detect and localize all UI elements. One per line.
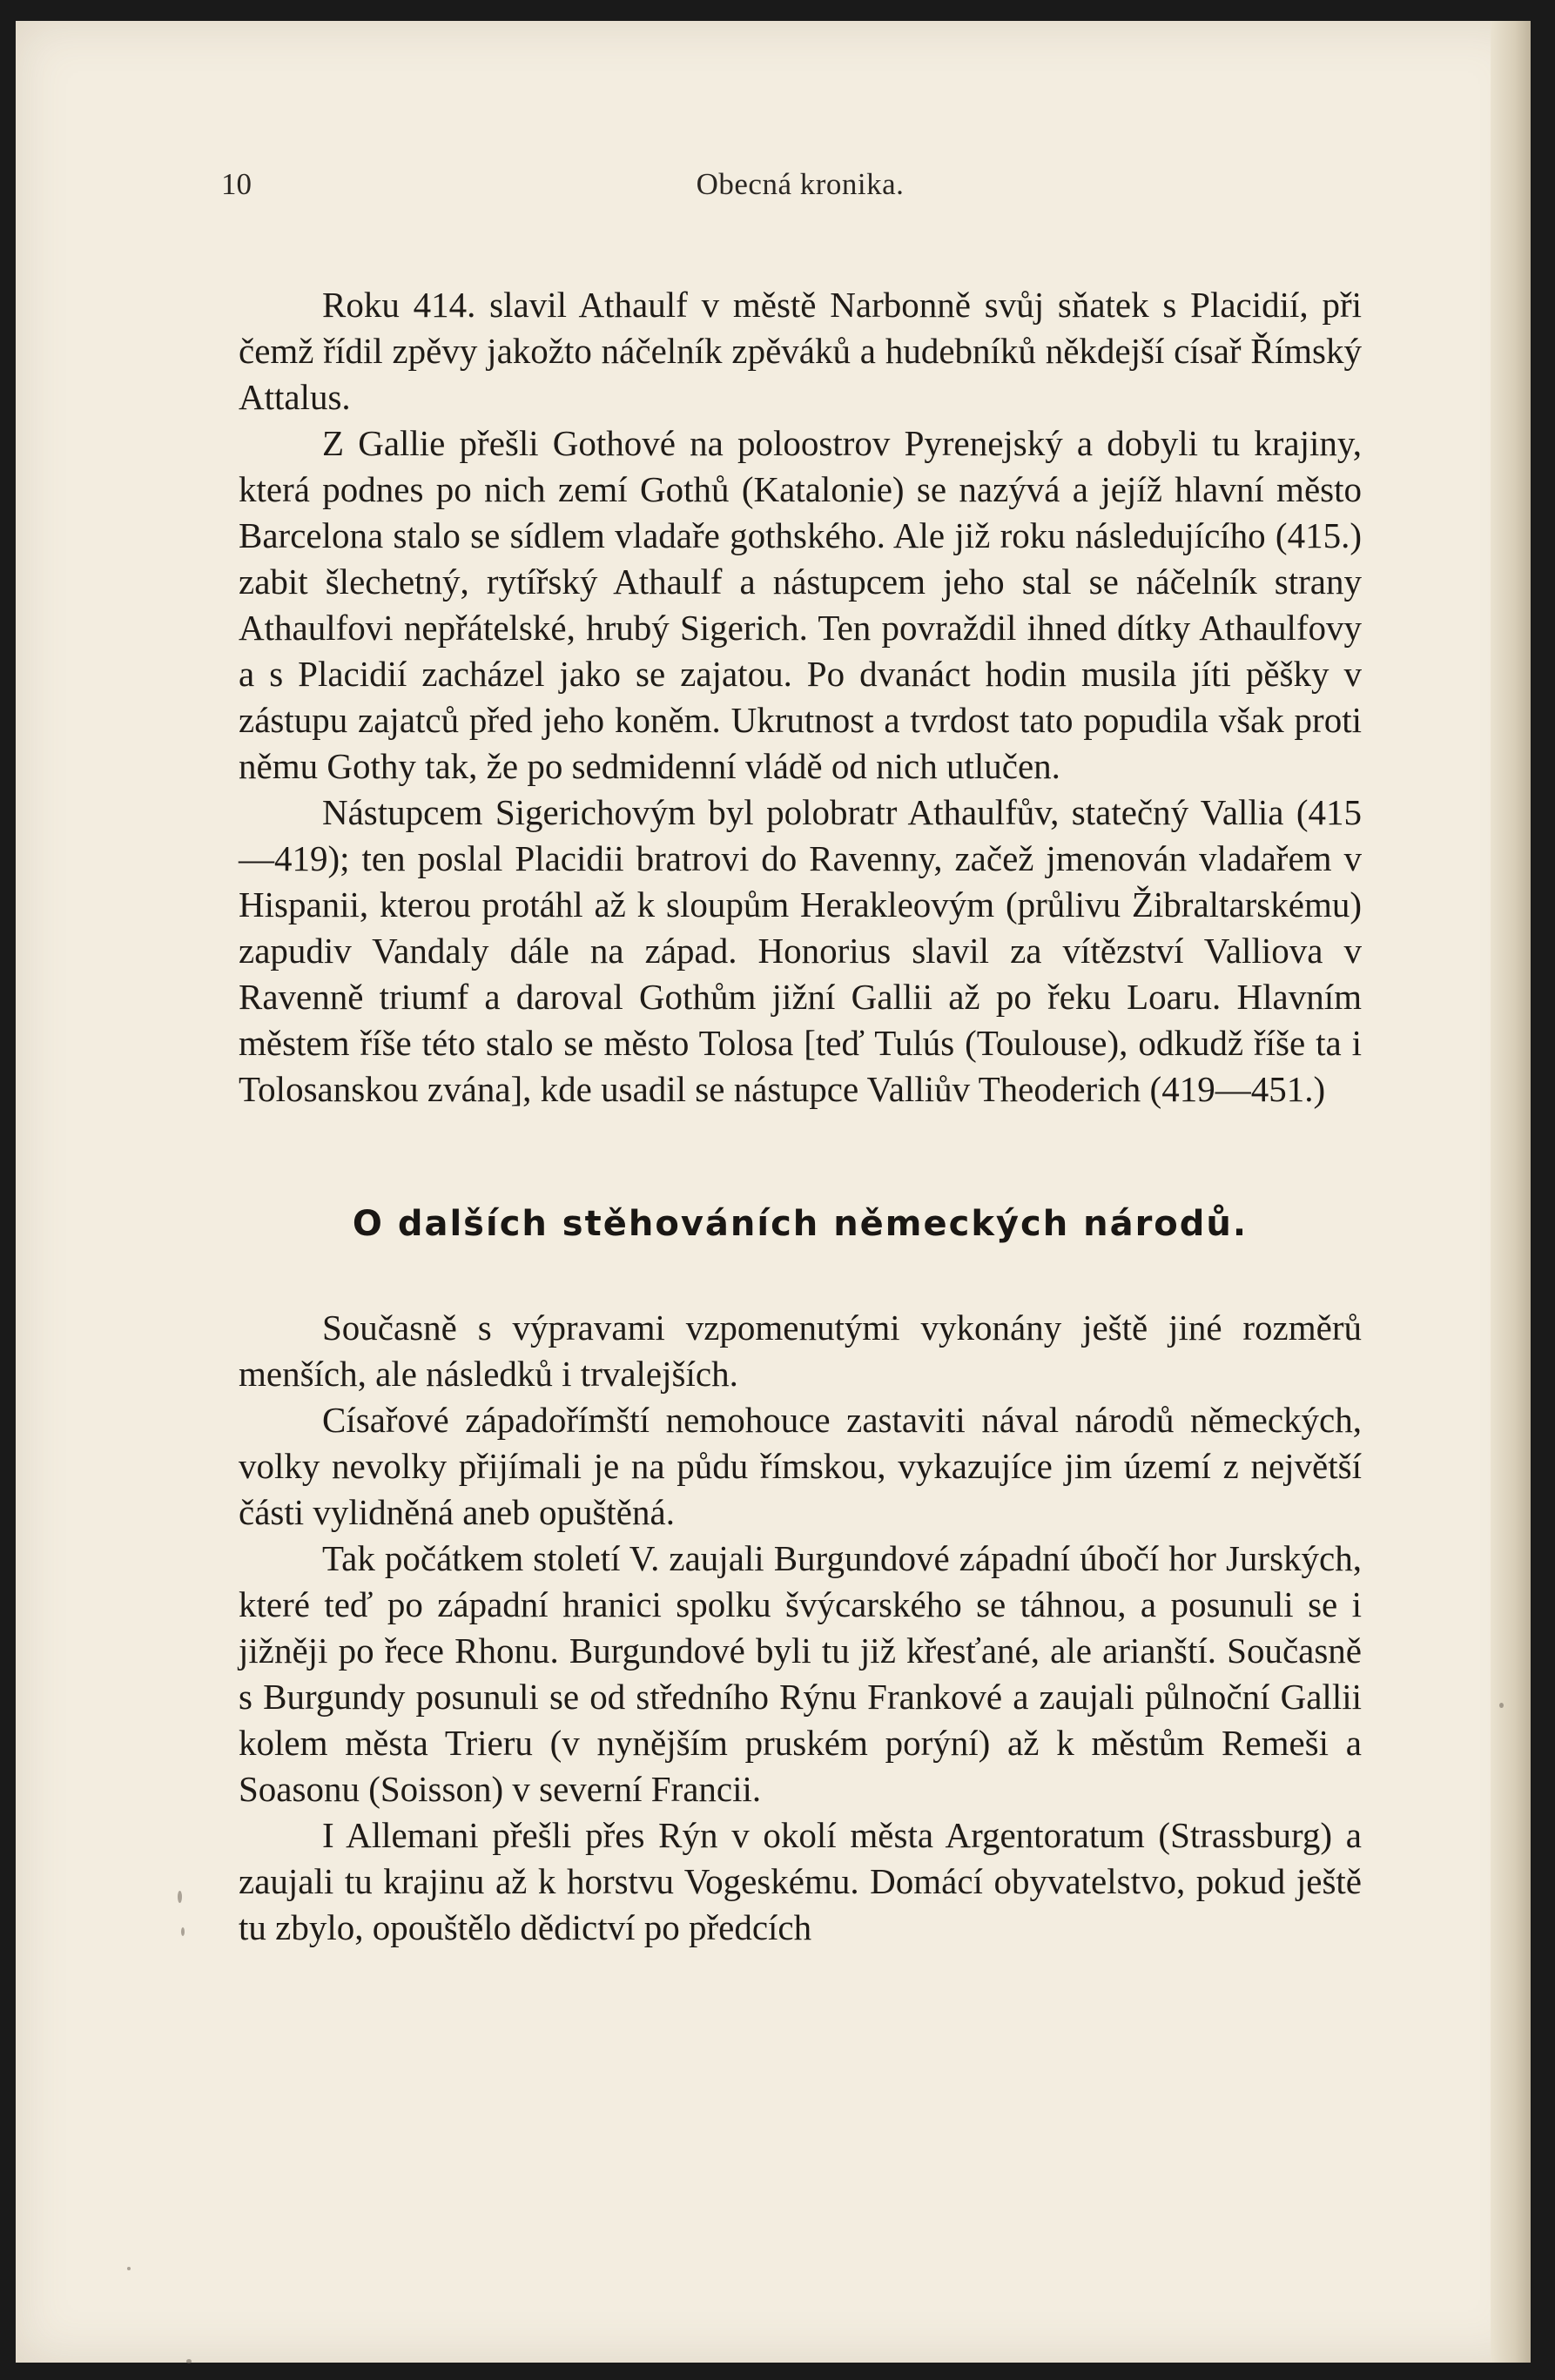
paragraph: Tak počátkem století V. zaujali Burgundové západní úbočí hor Jurských, které teď po západní hranici spolku švýcarského se táhnou, a posunuli se i jižněji po řece Rhonu. Burgundové byli tu již křesťané, ale arianští. Současně s Burgundy posunuli se od středního Rýnu Frankové a zaujali půlnoční Gallii kolem města Trieru (v nynějším pruském porýní) až k městům Remeši a Soasonu (Soisson) v severní Francii.: [239, 1538, 1362, 1809]
speck: [1499, 1703, 1504, 1708]
paragraph: Císařové západořímští nemohouce zastaviti nával národů německých, volky nevolky přijímali je na půdu římskou, vykazujíce jim území z největší části vylidněná aneb opuštěná.: [239, 1400, 1362, 1532]
paragraph: Současně s výpravami vzpomenutými vykonány ještě jiné rozměrů menších, ale následků i trvalejších.: [239, 1308, 1362, 1394]
paragraph: Z Gallie přešli Gothové na poloostrov Pyrenejský a dobyli tu krajiny, která podnes po nich zemí Gothů (Katalonie) se nazývá a jejíž hlavní město Barcelona stalo se sídlem vladaře gothského. Ale již roku následujícího (415.) zabit šlechetný, rytířský Athaulf a nástupcem jeho stal se náčelník strany Athaulfovi nepřátelské, hrubý Sigerich. Ten povraždil ihned dítky Athaulfovy a s Placidií zacházel jako se zajatou. Po dvanáct hodin musila jíti pěšky v zástupu zajatců před jeho koněm. Ukrutnost a tvrdost tato popudila však proti němu Gothy tak, že po sedmidenní vládě od nich utlučen.: [239, 423, 1362, 786]
running-title: Obecná kronika.: [696, 167, 905, 201]
speck: [181, 1927, 185, 1936]
paragraph: I Allemani přešli přes Rýn v okolí města Argentoratum (Strassburg) a zaujali tu krajinu až k horstvu Vogeskému. Domácí obyvatelstvo, pokud ještě tu zbylo, opouštělo dědictví po předcích: [239, 1815, 1362, 1947]
speck: [178, 1891, 182, 1903]
main-text: [239, 282, 1362, 1951]
paragraph: Nástupcem Sigerichovým byl polobratr Athaulfův, statečný Vallia (415—419); ten poslal Placidii bratrovi do Ravenny, začež jmenován vladařem v Hispanii, kterou protáhl až k sloupům Herakleovým (průlivu Žibraltarskému) zapudiv Vandaly dále na západ. Honorius slavil za vítězství Valliova v Ravenně triumf a daroval Gothům jižní Gallii až po řeku Loaru. Hlavním městem říše této stalo se město Tolosa [teď Tulús (Toulouse), odkudž říše ta i Tolosanskou zvána], kde usadil se nástupce Valliův Theoderich (419—451.): [239, 792, 1362, 1109]
running-head: [221, 167, 1379, 219]
page-number: 10: [221, 167, 252, 201]
book-page: [16, 21, 1531, 2363]
paragraph: Roku 414. slavil Athaulf v městě Narbonně svůj sňatek s Placidií, při čemž řídil zpěvy jakožto náčelník zpěváků a hudebníků někdejší císař Římský Attalus.: [239, 285, 1362, 417]
page-edge-shadow: [1491, 21, 1531, 2363]
section-heading: O dalších stěhováních německých národů.: [352, 1204, 1249, 1244]
speck: [186, 2359, 192, 2363]
speck: [127, 2267, 131, 2270]
